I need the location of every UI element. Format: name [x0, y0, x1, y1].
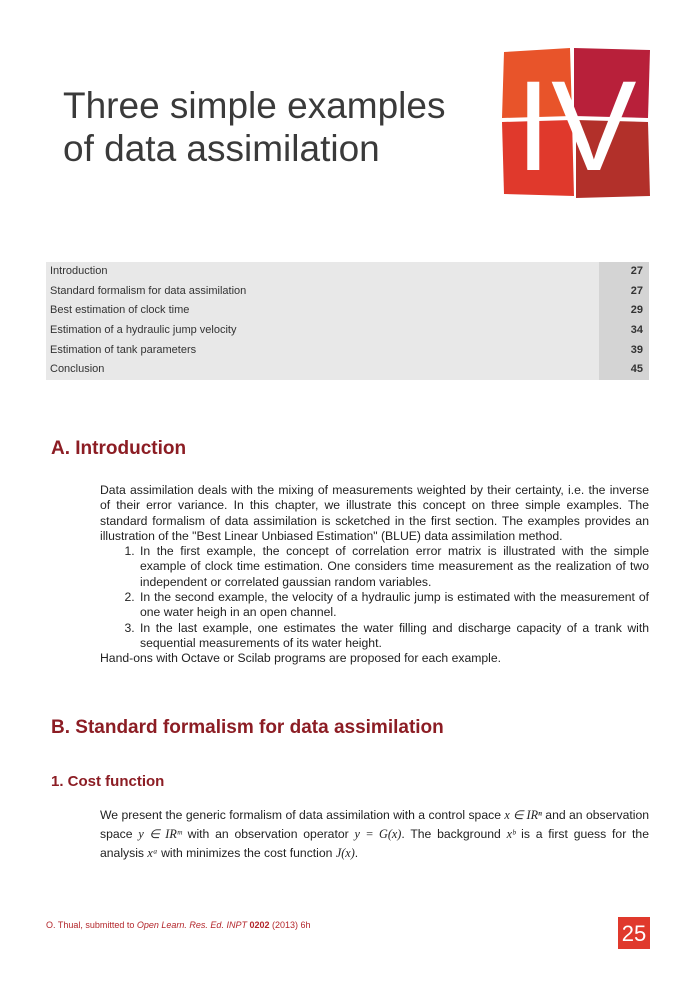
examples-list: [100, 544, 649, 651]
math-control-space: x ∈ IRⁿ: [504, 808, 542, 822]
toc-row[interactable]: [46, 341, 649, 361]
toc-label: Estimation of a hydraulic jump velocity: [46, 321, 599, 341]
text-segment: with minimizes the cost function: [157, 846, 336, 860]
toc-page: 27: [599, 282, 649, 302]
intro-paragraph: Data assimilation deals with the mixing of measurements weighted by their certainty, i.e. the inverse of their error variance. In this chapter, we illustrate this concept on three simple examples. The standard formalism of data assimilation is scketched in the first section. The examples provides an illustration of the "Best Linear Unbiased Estimation" (BLUE) data assimilation method.: [100, 483, 649, 543]
cost-function-paragraph: [100, 806, 649, 863]
toc-page: 29: [599, 301, 649, 321]
toc-label: Best estimation of clock time: [46, 301, 599, 321]
chapter-title-line1: Three simple examples: [63, 85, 446, 126]
section-a-heading: A. Introduction: [51, 438, 187, 459]
chapter-numeral: IV: [515, 55, 637, 198]
toc-label: Standard formalism for data assimilation: [46, 282, 599, 302]
math-observation-space: y ∈ IRᵐ: [138, 827, 182, 841]
page-number: 25: [618, 917, 650, 949]
toc-row[interactable]: [46, 262, 649, 282]
list-item: 3. In the last example, one estimates the water filling and discharge capacity of a trank with sequential measurements of its water height.: [138, 621, 649, 652]
math-background: xᵇ: [506, 827, 516, 841]
subsection-heading: 1. Cost function: [51, 773, 165, 790]
list-item: 1. In the first example, the concept of correlation error matrix is illustrated with the simple example of clock time estimation. One considers time measurement as the realization of two independent or correlated gaussian random variables.: [138, 544, 649, 590]
outro-paragraph: Hand-ons with Octave or Scilab programs are proposed for each example.: [100, 651, 502, 666]
toc-label: Conclusion: [46, 360, 599, 380]
toc-page: 39: [599, 341, 649, 361]
toc-row[interactable]: [46, 282, 649, 302]
toc-row[interactable]: [46, 321, 649, 341]
footer-journal: Open Learn. Res. Ed. INPT: [136, 920, 247, 930]
math-analysis: xᵃ: [147, 846, 158, 860]
text-segment: We present the generic formalism of data assimilation with a control space: [100, 808, 505, 822]
text-segment: with an observation operator: [181, 827, 355, 841]
chapter-numeral-logo: [502, 48, 652, 198]
chapter-title-line2: of data assimilation: [63, 128, 380, 169]
toc-row[interactable]: [46, 360, 649, 380]
toc-page: 34: [599, 321, 649, 341]
toc-row[interactable]: [46, 301, 649, 321]
section-b-heading: B. Standard formalism for data assimilation: [51, 717, 444, 738]
chapter-title: [63, 84, 493, 170]
footer-author: O. Thual, submitted to: [46, 920, 137, 930]
table-of-contents: [46, 262, 649, 380]
text-segment: .: [354, 846, 359, 860]
toc-label: Introduction: [46, 262, 599, 282]
footer-volume: 0202: [249, 920, 270, 930]
toc-label: Estimation of tank parameters: [46, 341, 599, 361]
math-observation-operator: y = G(x): [354, 827, 402, 841]
math-cost-function: J(x): [335, 846, 355, 860]
text-segment: and an observation space: [100, 808, 649, 841]
footer-rest: (2013) 6h: [269, 920, 311, 930]
section-a-body: [100, 483, 649, 667]
text-segment: is a first guess for the analysis: [100, 827, 649, 860]
list-item: 2. In the second example, the velocity of a hydraulic jump is estimated with the measurement of one water heigh in an open channel.: [138, 590, 649, 621]
toc-page: 27: [599, 262, 649, 282]
text-segment: . The background: [401, 827, 507, 841]
toc-page: 45: [599, 360, 649, 380]
footer-citation: [46, 920, 311, 930]
